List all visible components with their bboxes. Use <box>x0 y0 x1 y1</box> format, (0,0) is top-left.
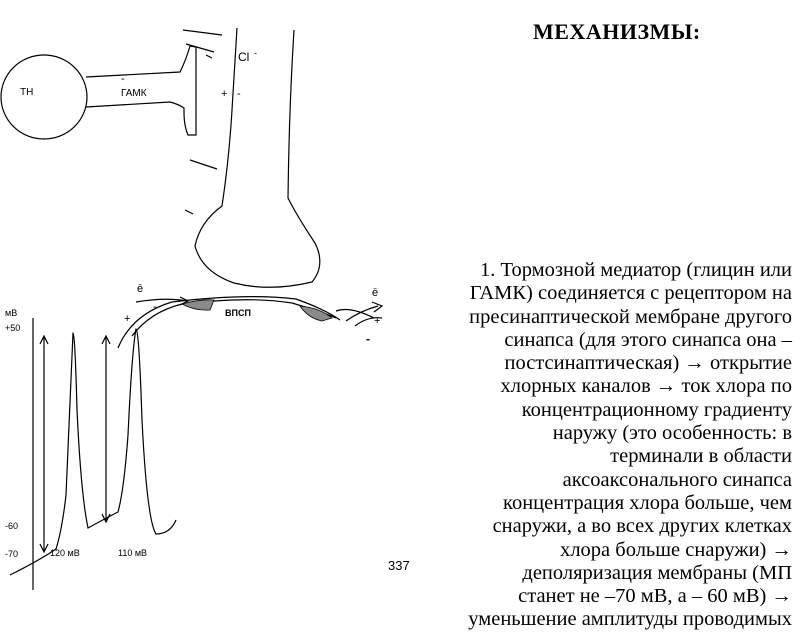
electron-label-left: ē <box>137 283 144 295</box>
plus-sign-left: + <box>124 313 131 325</box>
neuron-label: ТН <box>20 87 34 98</box>
y-tick-70: -70 <box>5 549 19 559</box>
postsynaptic-membrane <box>118 297 340 348</box>
y-tick-top: +50 <box>5 323 21 333</box>
synapse-strokes <box>183 30 222 214</box>
text-line: терминали в области <box>610 445 792 468</box>
text-line: хлорных каналов → ток хлора по <box>500 375 792 398</box>
amplitude-arrow-1 <box>40 336 48 552</box>
axon-terminal <box>195 28 320 287</box>
amplitude-label-2: 110 мВ <box>118 548 148 558</box>
text-line: снаружи, а во всех других клетках <box>492 515 792 538</box>
minus-sign-left: - <box>153 301 157 313</box>
minus-sign-right: - <box>366 332 370 346</box>
mediator-label: ГАМК <box>121 88 147 99</box>
y-tick-60: -60 <box>5 521 19 531</box>
ion-charge: - <box>254 48 257 58</box>
amplitude-label-1: 120 мВ <box>50 548 80 558</box>
text-line: наружу (это особенность: в <box>552 422 792 445</box>
text-line: аксоаксонального синапса <box>562 468 792 491</box>
plus-sign-right: + <box>374 315 381 327</box>
y-unit-label: мВ <box>5 308 18 318</box>
mediator-minus: - <box>121 73 125 85</box>
receptor-region-right <box>300 306 332 321</box>
psp-label: ВПСП <box>225 308 251 318</box>
text-line: концентрация хлора больше, чем <box>503 491 792 514</box>
text-line: постсинаптическая) → открытие <box>504 352 792 375</box>
text-line: уменьшение амплитуды проводимых <box>468 608 792 631</box>
mechanism-description <box>397 259 792 632</box>
minus-sign-top: - <box>237 88 241 100</box>
text-line: ГАМК) соединяется с рецептором на <box>469 282 792 305</box>
text-line: пресинаптической мембране другого <box>469 305 792 328</box>
text-line: деполяризация мембраны (МП <box>522 561 792 584</box>
potential-trace <box>10 329 176 575</box>
text-line: концентрационному градиенту <box>521 398 792 421</box>
neuron-body <box>1 55 87 139</box>
page-number: 337 <box>388 558 410 573</box>
text-line: 1. Тормозной медиатор (глицин или <box>480 259 792 281</box>
text-line: станет не –70 мВ, а – 60 мВ) → <box>518 585 792 608</box>
text-line: синапса (для этого синапса она – <box>504 328 792 351</box>
plus-sign-top: + <box>221 88 228 100</box>
electron-label-right: ē <box>372 287 379 299</box>
ion-label: Cl <box>238 50 250 64</box>
amplitude-arrow-2 <box>102 336 110 522</box>
page-heading: МЕХАНИЗМЫ: <box>533 19 701 44</box>
text-line: хлора больше снаружи) → <box>560 538 792 561</box>
